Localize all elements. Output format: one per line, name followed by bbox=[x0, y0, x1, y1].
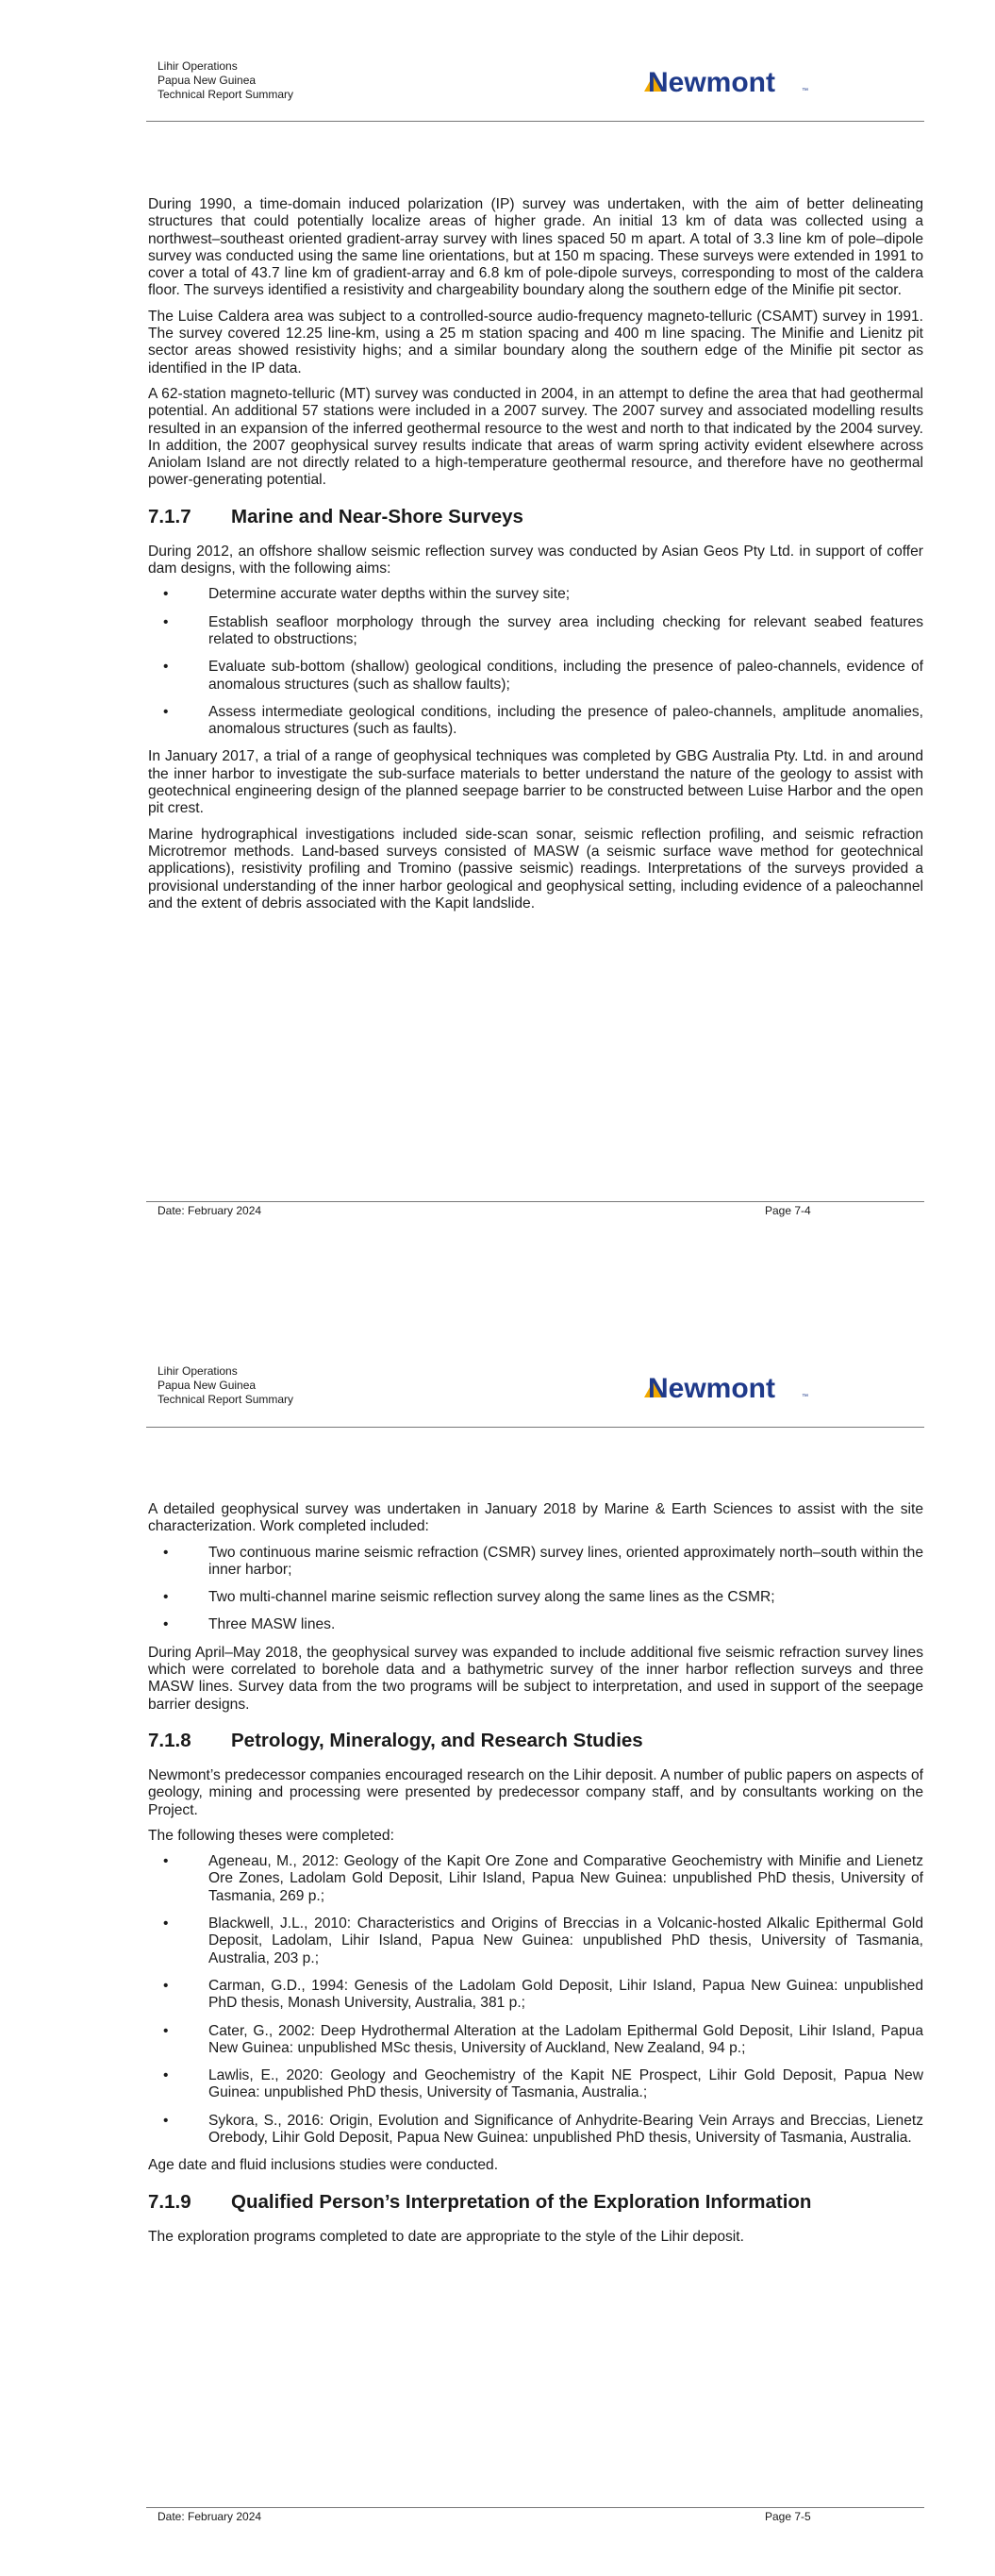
bullet-list bbox=[148, 1545, 923, 1634]
header-country: Papua New Guinea bbox=[158, 74, 257, 87]
list-item-text: Two multi-channel marine seismic reflection survey along the same lines as the CSMR; bbox=[208, 1589, 775, 1606]
footer-rule bbox=[146, 2507, 924, 2508]
list-item-text: Blackwell, J.L., 2010: Characteristics and Origins of Breccias in a Volcanic-hosted Alkalic Epithermal Gold Deposit, Ladolam, Lihir Island, Papua New Guinea: unpublished PhD thesis, University of Tasmania, Australia, 203 p.; bbox=[208, 1915, 923, 1966]
list-item bbox=[148, 659, 923, 694]
thesis-list bbox=[148, 1853, 923, 2147]
paragraph: Newmont’s predecessor companies encouraged research on the Lihir deposit. A number of public papers on aspects of geology, mining and processing were presented by predecessor company staff, and by consultants working on the Project. bbox=[148, 1766, 923, 1818]
paragraph: The following theses were completed: bbox=[148, 1827, 394, 1844]
paragraph: The Luise Caldera area was subject to a controlled-source audio-frequency magneto-telluric (CSAMT) survey in 1991. The survey covered 12.25 line-km, using a 25 m station spacing and 400 m line spacing. The Minifie and Lienitz pit sector areas showed resistivity highs; and a similar boundary along the southern edge of the Minifie pit sector as identified in the IP data. bbox=[148, 308, 923, 376]
list-item bbox=[148, 1853, 923, 1905]
list-item-text: Determine accurate water depths within the survey site; bbox=[208, 586, 571, 603]
list-item-text: Three MASW lines. bbox=[208, 1616, 336, 1633]
section-heading-7-1-8 bbox=[148, 1730, 923, 1752]
footer-page-number: Page 7-5 bbox=[765, 2510, 811, 2523]
footer-date: Date: February 2024 bbox=[158, 1204, 262, 1217]
footer-date: Date: February 2024 bbox=[158, 2510, 262, 2523]
paragraph: During 1990, a time-domain induced polarization (IP) survey was undertaken, with the aim of better delineating structures that could potentially localize areas of higher grade. An initial 13 km of data was collected using a northwest–southeast oriented gradient-array survey with lines spaced 50 m apart. A total of 3.3 line km of pole–dipole survey was conducted using the same line orientations, but at 150 m spacing. These surveys were extended in 1991 to cover a total of 43.7 line km of gradient-array and 6.8 km of pole-dipole surveys, corresponding to most of the caldera floor. The surveys identified a resistivity and chargeability boundary along the southern edge of the Minifie pit sector. bbox=[148, 196, 923, 299]
bullet-icon: • bbox=[163, 1616, 169, 1633]
list-item bbox=[148, 1978, 923, 2013]
list-item bbox=[148, 1545, 923, 1580]
section-heading-7-1-7 bbox=[148, 506, 923, 528]
list-item bbox=[148, 2067, 923, 2102]
header-country: Papua New Guinea bbox=[158, 1379, 257, 1392]
list-item-text: Carman, G.D., 1994: Genesis of the Ladolam Gold Deposit, Lihir Island, Papua New Guinea: unpublished PhD thesis, Monash University, Australia, 381 p.; bbox=[208, 1977, 923, 2012]
list-item-text: Cater, G., 2002: Deep Hydrothermal Alteration at the Ladolam Epithermal Gold Deposit, Lihir Island, Papua New Guinea: unpublished MSc thesis, University of Auckland, New Zealand, 94 p.; bbox=[208, 2022, 923, 2056]
section-title: Petrology, Mineralogy, and Research Studies bbox=[231, 1729, 643, 1751]
paragraph: A 62-station magneto-telluric (MT) survey was conducted in 2004, in an attempt to define the area that had geothermal potential. An additional 57 stations were included in a 2007 survey. The 2007 survey and associated modelling results resulted in an expansion of the inferred geothermal resource to the west and north to that indicated by the 2004 survey. In addition, the 2007 geophysical survey results indicate that areas of warm spring activity evident elsewhere across Aniolam Island are not directly related to a high-temperature geothermal resource, and therefore have no geothermal power-generating potential. bbox=[148, 385, 923, 489]
newmont-logo bbox=[642, 63, 812, 97]
list-item bbox=[148, 2113, 923, 2148]
section-title: Qualified Person’s Interpretation of the Exploration Information bbox=[231, 2190, 812, 2213]
section-heading-7-1-9 bbox=[148, 2191, 923, 2214]
footer-rule bbox=[146, 1201, 924, 1202]
paragraph: Age date and fluid inclusions studies were conducted. bbox=[148, 2157, 499, 2174]
list-item bbox=[148, 704, 923, 739]
page-body bbox=[148, 1501, 923, 2254]
paragraph: A detailed geophysical survey was undertaken in January 2018 by Marine & Earth Sciences to assist with the site characterization. Work completed included: bbox=[148, 1501, 923, 1535]
logo-trademark: ™ bbox=[802, 1394, 808, 1400]
bullet-icon: • bbox=[163, 1977, 169, 1994]
bullet-icon: • bbox=[163, 1544, 169, 1561]
bullet-icon: • bbox=[163, 1589, 169, 1606]
bullet-icon: • bbox=[163, 2112, 169, 2129]
paragraph: During April–May 2018, the geophysical survey was expanded to include additional five seismic refraction survey lines which were correlated to borehole data and a bathymetric survey of the inner harbor reflection surveys and three MASW lines. Survey data from the two programs will be subject to interpretation, and used in support of the seepage barrier designs. bbox=[148, 1644, 923, 1713]
paragraph: During 2012, an offshore shallow seismic reflection survey was conducted by Asian Geos Pty Ltd. in support of coffer dam designs, with the following aims: bbox=[148, 543, 923, 577]
bullet-icon: • bbox=[163, 2022, 169, 2039]
header-text bbox=[158, 59, 293, 102]
logo-wordmark: Newmont bbox=[648, 1373, 775, 1403]
bullet-icon: • bbox=[163, 703, 169, 720]
list-item bbox=[148, 1589, 923, 1606]
section-number: 7.1.8 bbox=[148, 1729, 191, 1751]
list-item-text: Two continuous marine seismic refraction (CSMR) survey lines, oriented approximately north–south within the inner harbor; bbox=[208, 1544, 923, 1578]
header-text bbox=[158, 1364, 293, 1407]
bullet-icon: • bbox=[163, 2067, 169, 2084]
list-item-text: Establish seafloor morphology through the survey area including checking for relevant seabed features related to obstructions; bbox=[208, 613, 923, 647]
logo-trademark: ™ bbox=[802, 88, 808, 94]
paragraph: The exploration programs completed to date are appropriate to the style of the Lihir deposit. bbox=[148, 2228, 744, 2245]
newmont-logo bbox=[642, 1369, 812, 1403]
list-item bbox=[148, 1915, 923, 1967]
header-operation: Lihir Operations bbox=[158, 1364, 238, 1378]
header-rule bbox=[146, 121, 924, 122]
list-item-text: Lawlis, E., 2020: Geology and Geochemistry of the Kapit NE Prospect, Lihir Gold Deposit, Papua New Guinea: unpublished PhD thesis, University of Tasmania, Australia.; bbox=[208, 2067, 923, 2101]
header-rule bbox=[146, 1427, 924, 1428]
logo-wordmark: Newmont bbox=[648, 67, 775, 97]
section-title: Marine and Near-Shore Surveys bbox=[231, 505, 523, 527]
bullet-icon: • bbox=[163, 1915, 169, 1932]
header-report: Technical Report Summary bbox=[158, 1393, 294, 1406]
list-item bbox=[148, 1616, 923, 1633]
section-number: 7.1.7 bbox=[148, 505, 191, 527]
list-item-text: Assess intermediate geological conditions, including the presence of paleo-channels, amplitude anomalies, anomalous structures (such as faults). bbox=[208, 703, 923, 738]
footer-page-number: Page 7-4 bbox=[765, 1204, 811, 1217]
bullet-icon: • bbox=[163, 613, 169, 630]
bullet-list bbox=[148, 586, 923, 738]
bullet-icon: • bbox=[163, 586, 169, 603]
list-item-text: Evaluate sub-bottom (shallow) geological conditions, including the presence of paleo-channels, evidence of anomalous structures (such as shallow faults); bbox=[208, 659, 923, 693]
list-item-text: Sykora, S., 2016: Origin, Evolution and Significance of Anhydrite-Bearing Vein Arrays and Breccias, Lienetz Orebody, Lihir Gold Deposit, Papua New Guinea: unpublished PhD thesis, University of Tasmania, Australia. bbox=[208, 2112, 923, 2147]
paragraph: In January 2017, a trial of a range of geophysical techniques was completed by GBG Australia Pty. Ltd. in and around the inner harbor to investigate the sub-surface materials to better understand the nature of the geology to assist with geotechnical engineering design of the planned seepage barrier to be constructed between Luise Harbor and the open pit crest. bbox=[148, 748, 923, 817]
page-7-5 bbox=[0, 1288, 995, 2576]
header-operation: Lihir Operations bbox=[158, 59, 238, 73]
list-item bbox=[148, 586, 923, 603]
bullet-icon: • bbox=[163, 659, 169, 676]
list-item bbox=[148, 614, 923, 649]
list-item-text: Ageneau, M., 2012: Geology of the Kapit Ore Zone and Comparative Geochemistry with Minifie and Lienetz Ore Zones, Ladolam Gold Deposit, Lihir Island, Papua New Guinea: unpublished PhD thesis, University of Tasmania, 269 p.; bbox=[208, 1853, 923, 1904]
section-number: 7.1.9 bbox=[148, 2190, 191, 2213]
list-item bbox=[148, 2023, 923, 2058]
paragraph: Marine hydrographical investigations included side-scan sonar, seismic reflection profiling, and seismic refraction Microtremor methods. Land-based surveys consisted of MASW (a seismic surface wave method for geotechnical applications), resistivity profiling and Tromino (passive seismic) readings. Interpretations of the surveys provided a provisional understanding of the inner harbor geological and geophysical setting, including evidence of a paleochannel and the extent of debris associated with the Kapit landslide. bbox=[148, 826, 923, 912]
header-report: Technical Report Summary bbox=[158, 88, 294, 101]
bullet-icon: • bbox=[163, 1853, 169, 1870]
page-body bbox=[148, 196, 923, 921]
